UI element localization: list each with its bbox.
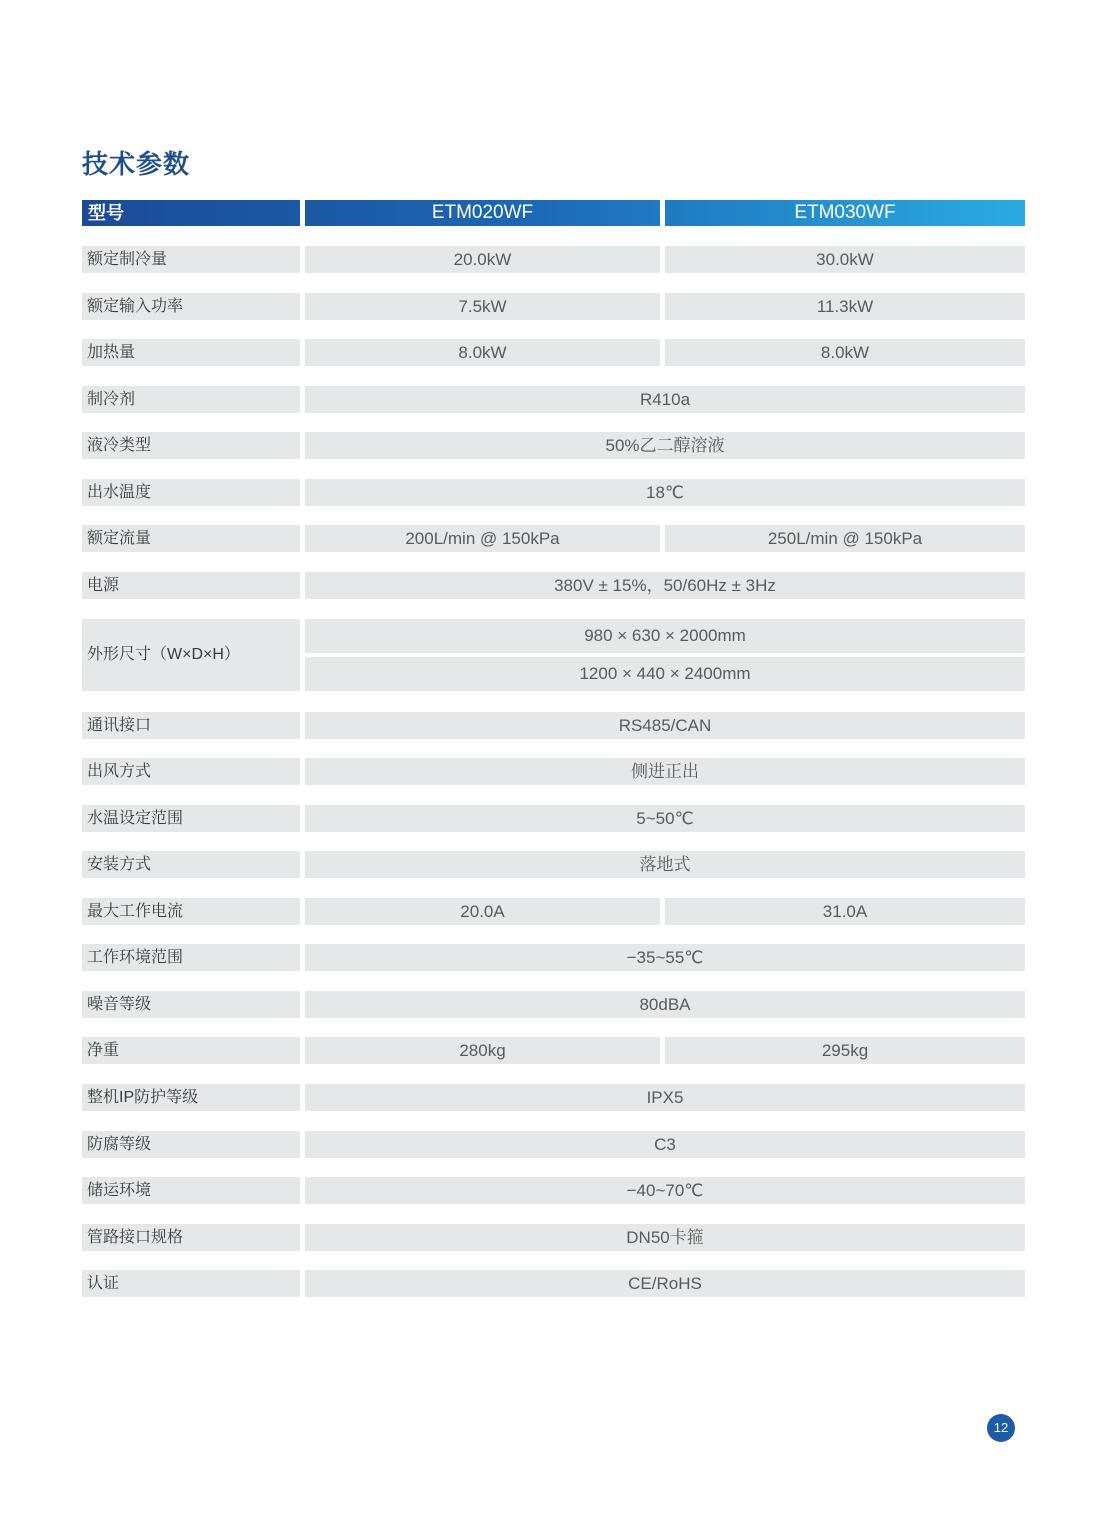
spec-table (82, 200, 1026, 1297)
spec-label: 电源 (82, 572, 300, 599)
page-title: 技术参数 (82, 149, 191, 179)
spec-row-power-supply (82, 572, 1026, 599)
spec-row-air-outlet (82, 758, 1026, 785)
spec-label: 净重 (82, 1037, 300, 1064)
spec-row-storage-environment (82, 1177, 1026, 1204)
spec-value-etm030wf: 30.0kW (665, 246, 1025, 273)
dimension-values (305, 619, 1025, 691)
spec-value-shared: 50%乙二醇溶液 (305, 432, 1025, 459)
header-model-etm020wf: ETM020WF (305, 200, 660, 226)
spec-label: 制冷剂 (82, 386, 300, 413)
spec-value-shared: −35~55℃ (305, 944, 1025, 971)
spec-label: 额定制冷量 (82, 246, 300, 273)
spec-label: 储运环境 (82, 1177, 300, 1204)
spec-label: 认证 (82, 1270, 300, 1297)
spec-label: 通讯接口 (82, 712, 300, 739)
spec-value-dimension-line-2: 1200 × 440 × 2400mm (305, 657, 1025, 691)
spec-label: 管路接口规格 (82, 1224, 300, 1251)
spec-value-shared: RS485/CAN (305, 712, 1025, 739)
spec-value-shared: IPX5 (305, 1084, 1025, 1111)
spec-label: 水温设定范围 (82, 805, 300, 832)
spec-row-max-operating-current (82, 898, 1026, 925)
spec-row-refrigerant (82, 386, 1026, 413)
spec-value-shared: 落地式 (305, 851, 1025, 878)
spec-value-etm030wf: 250L/min @ 150kPa (665, 525, 1025, 552)
spec-row-water-temp-setting-range (82, 805, 1026, 832)
spec-value-dimension-line-1: 980 × 630 × 2000mm (305, 619, 1025, 653)
spec-value-etm030wf: 8.0kW (665, 339, 1025, 366)
spec-row-corrosion-grade (82, 1131, 1026, 1158)
spec-label: 加热量 (82, 339, 300, 366)
spec-label: 出水温度 (82, 479, 300, 506)
spec-value-shared: 侧进正出 (305, 758, 1025, 785)
spec-row-installation (82, 851, 1026, 878)
spec-value-shared: −40~70℃ (305, 1177, 1025, 1204)
spec-value-shared: C3 (305, 1131, 1025, 1158)
spec-value-shared: 380V ± 15%，50/60Hz ± 3Hz (305, 572, 1025, 599)
spec-row-ip-rating (82, 1084, 1026, 1111)
spec-value-etm020wf: 20.0kW (305, 246, 660, 273)
spec-value-etm020wf: 7.5kW (305, 293, 660, 320)
spec-value-etm030wf: 11.3kW (665, 293, 1025, 320)
spec-row-pipe-connection (82, 1224, 1026, 1251)
spec-value-etm020wf: 200L/min @ 150kPa (305, 525, 660, 552)
spec-label: 整机IP防护等级 (82, 1084, 300, 1111)
spec-row-rated-input-power (82, 293, 1026, 320)
spec-row-noise-level (82, 991, 1026, 1018)
spec-value-etm030wf: 31.0A (665, 898, 1025, 925)
header-model-etm030wf: ETM030WF (665, 200, 1025, 226)
spec-row-coolant-type (82, 432, 1026, 459)
spec-label: 噪音等级 (82, 991, 300, 1018)
spec-value-etm020wf: 280kg (305, 1037, 660, 1064)
spec-row-certification (82, 1270, 1026, 1297)
spec-value-etm020wf: 20.0A (305, 898, 660, 925)
spec-label: 液冷类型 (82, 432, 300, 459)
spec-label: 防腐等级 (82, 1131, 300, 1158)
spec-label: 额定流量 (82, 525, 300, 552)
spec-row-heating-capacity (82, 339, 1026, 366)
spec-row-rated-flow (82, 525, 1026, 552)
spec-row-dimensions (82, 619, 1026, 691)
spec-label: 额定输入功率 (82, 293, 300, 320)
spec-row-operating-environment (82, 944, 1026, 971)
spec-value-shared: 80dBA (305, 991, 1025, 1018)
spec-row-communication-interface (82, 712, 1026, 739)
spec-value-etm030wf: 295kg (665, 1037, 1025, 1064)
spec-value-etm020wf: 8.0kW (305, 339, 660, 366)
spec-value-shared: R410a (305, 386, 1025, 413)
spec-label: 工作环境范围 (82, 944, 300, 971)
spec-value-shared: CE/RoHS (305, 1270, 1025, 1297)
spec-label: 外形尺寸（W×D×H） (82, 619, 300, 691)
table-header-row (82, 200, 1026, 226)
spec-label: 安装方式 (82, 851, 300, 878)
spec-row-outlet-water-temperature (82, 479, 1026, 506)
spec-value-shared: DN50卡箍 (305, 1224, 1025, 1251)
spec-value-shared: 18℃ (305, 479, 1025, 506)
spec-label: 最大工作电流 (82, 898, 300, 925)
spec-row-net-weight (82, 1037, 1026, 1064)
spec-label: 出风方式 (82, 758, 300, 785)
spec-row-rated-cooling-capacity (82, 246, 1026, 273)
page-number-badge: 12 (987, 1414, 1015, 1442)
spec-value-shared: 5~50℃ (305, 805, 1025, 832)
header-model-label: 型号 (82, 200, 300, 226)
